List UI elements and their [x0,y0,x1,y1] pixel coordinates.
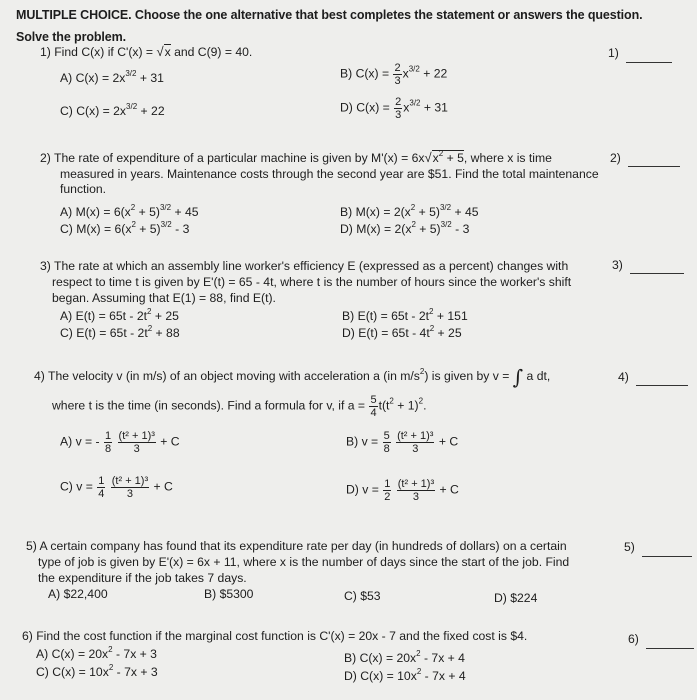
question-5-line-2: type of job is given by E'(x) = 6x + 11, where x is the number of days since the start of the job. Find [38,555,570,569]
q4-a-fraction: $\frac{5}{4}$ [370,394,377,419]
q6-option-c[interactable]: C) $C(x) = 10x^2 - 7x + 3$ [36,663,158,679]
q4-answer-blank[interactable] [636,385,688,386]
q3-number: 3) [612,258,623,272]
q1-option-d[interactable]: D) C(x) = $\frac{2}{3}$ $x^{3/2} + 31$ [340,96,448,121]
q2-answer-blank[interactable] [628,166,680,167]
q6-option-b[interactable]: B) $C(x) = 20x^2 - 7x + 4$ [344,649,465,665]
q1-option-a[interactable]: A) $C(x) = 2x^{3/2} + 31$ [60,69,164,85]
question-2-line-2: measured in years. Maintenance costs through the second year are $51. Find the total maintenance [60,167,599,181]
q5-answer-blank[interactable] [642,556,692,557]
question-4-line-2: where t is the time (in seconds). Find a formula for v, if a = $\frac{5}{4}$ $t(t^2 + 1)^2$. [52,394,427,419]
question-4-line-1: 4) The velocity v (in m/s) of an object moving with acceleration a (in $m/s^2$) is given by v = ∫ a dt, [34,365,551,389]
q1-number: 1) [608,46,619,60]
q1-option-c[interactable]: C) $C(x) = 2x^{3/2} + 22$ [60,102,165,118]
q4-option-b[interactable]: B) v = $\frac{5}{8}$ $\frac{\text{(t² + 1)³}}{3}$ + C [346,430,459,455]
header-instruction: Choose the one alternative that best completes the statement or answers the question. [134,8,643,22]
q5-option-b[interactable]: B) $5300 [204,587,254,601]
question-2-line-1: 2) The rate of expenditure of a particular machine is given by $M'(x) = 6x√x^2 + 5$, where x is time [40,149,552,165]
q2-radical: $x^2 + 5$ [432,149,464,165]
q1-d-fraction: $\frac{2}{3}$ [395,96,402,121]
question-5-line-3: the expenditure if the job takes 7 days. [38,571,247,585]
q1-answer-blank[interactable] [626,62,672,63]
integral-icon: ∫ [512,365,524,389]
question-3-line-1: 3) The rate at which an assembly line worker's efficiency E (expressed as a percent) changes with [40,259,569,273]
q3-answer-blank[interactable] [630,273,684,274]
q6-option-d[interactable]: D) $C(x) = 10x^2 - 7x + 4$ [344,667,466,683]
q2-option-c[interactable]: C) $M(x) = 6(x^2 + 5)^{3/2} - 3$ [60,220,190,236]
q4-number: 4) [618,370,629,384]
sqrt-symbol: √ [156,44,164,59]
question-3-line-2: respect to time t is given by E'(t) = 65 - 4t, where t is the number of hours since the worker's shift [52,275,572,289]
q6-option-a[interactable]: A) $C(x) = 20x^2 - 7x + 3$ [36,645,157,661]
q2-option-b[interactable]: B) $M(x) = 2(x^2 + 5)^{3/2} + 45$ [340,203,479,219]
q1-mid: and C(9) = 40. [174,45,253,59]
q1-option-b[interactable]: B) C(x) = $\frac{2}{3}$ $x^{3/2} + 22$ [340,62,448,87]
q4-option-a[interactable]: A) v = - $\frac{1}{8}$ $\frac{\text{(t² + 1)³}}{3}$ + C [60,430,180,455]
q2-option-d[interactable]: D) $M(x) = 2(x^2 + 5)^{3/2} - 3$ [340,220,470,236]
question-1-text [40,44,252,60]
q6-answer-blank[interactable] [646,648,694,649]
q1-prefix: 1) Find C(x) if C'(x) = [40,45,154,59]
q4-option-d[interactable]: D) v = $\frac{1}{2}$ $\frac{\text{(t² + 1)³}}{3}$ + C [346,478,459,503]
sqrt-symbol: √ [424,150,432,165]
q3-option-c[interactable]: C) $E(t) = 65t - 2t^2 + 88$ [60,324,180,340]
q1-b-fraction: $\frac{2}{3}$ [394,62,401,87]
q5-option-d[interactable]: D) $224 [494,591,538,605]
header-title: MULTIPLE CHOICE. [16,8,132,22]
q5-number: 5) [624,540,635,554]
header-line [16,8,643,22]
q3-option-d[interactable]: D) $E(t) = 65t - 4t^2 + 25$ [342,324,462,340]
question-5-line-1: 5) A certain company has found that its expenditure rate per day (in hundreds of dollars) on a certain [26,539,567,553]
section-title: Solve the problem. [16,30,127,44]
q4-option-c[interactable]: C) v = $\frac{1}{4}$ $\frac{\text{(t² + 1)³}}{3}$ + C [60,475,173,500]
q2-number: 2) [610,151,621,165]
question-2-line-3: function. [60,182,107,196]
q1-radicand: x [164,45,171,59]
question-6-line-1: 6) Find the cost function if the marginal cost function is C'(x) = 20x - 7 and the fixed cost is $4. [22,629,528,643]
q3-option-a[interactable]: A) $E(t) = 65t - 2t^2 + 25$ [60,307,179,323]
q5-option-a[interactable]: A) $22,400 [48,587,108,601]
q6-number: 6) [628,632,639,646]
question-3-line-3: began. Assuming that E(1) = 88, find E(t). [52,291,276,305]
q3-option-b[interactable]: B) $E(t) = 65t - 2t^2 + 151$ [342,307,468,323]
q2-option-a[interactable]: A) $M(x) = 6(x^2 + 5)^{3/2} + 45$ [60,203,199,219]
q5-option-c[interactable]: C) $53 [344,589,381,603]
